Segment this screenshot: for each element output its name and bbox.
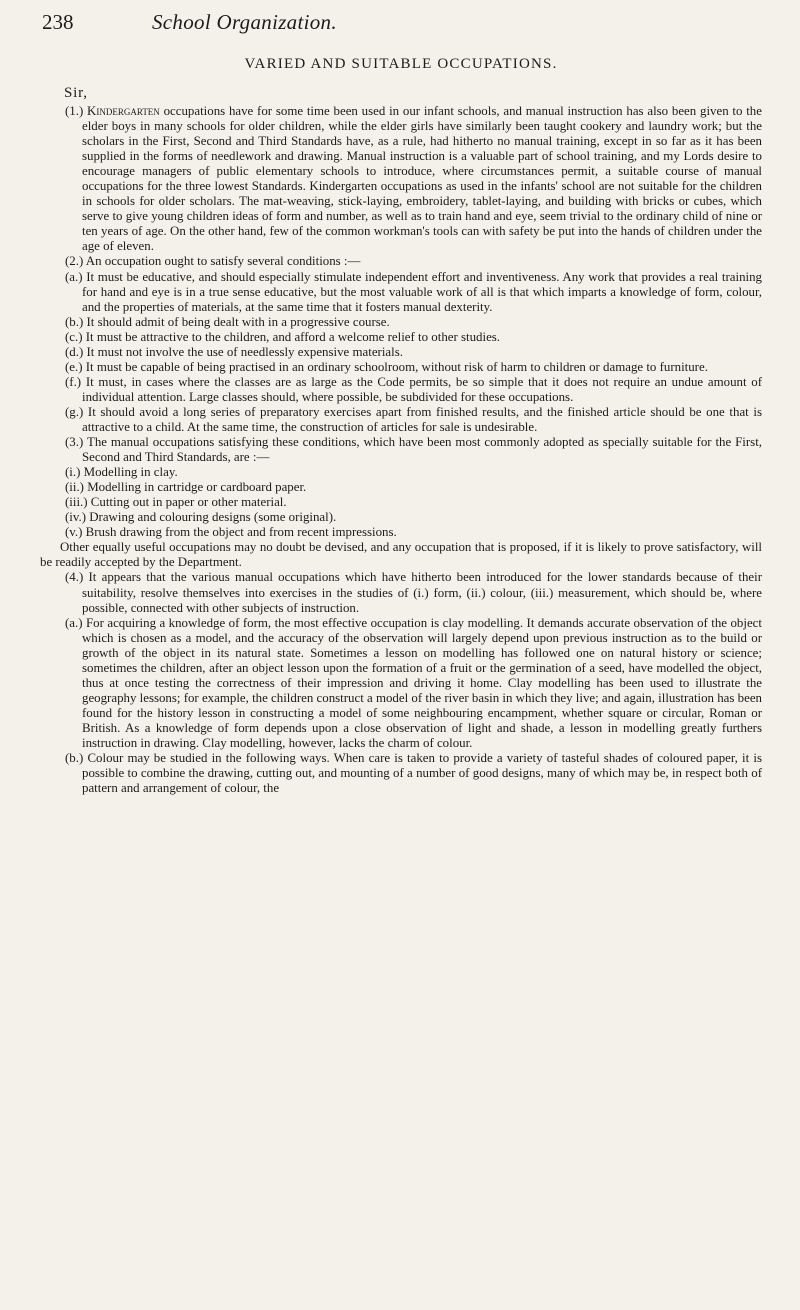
condition-item — [40, 270, 762, 315]
paragraph-2 — [40, 254, 762, 269]
occupation-item — [40, 525, 762, 540]
item-text: Modelling in cartridge or cardboard paper. — [87, 480, 307, 495]
item-text: It should admit of being dealt with in a progressive course. — [86, 314, 390, 329]
running-title: School Organization. — [152, 10, 337, 34]
salutation: Sir, — [64, 85, 88, 101]
condition-item — [40, 315, 762, 330]
item-text: Cutting out in paper or other material. — [90, 495, 287, 510]
condition-item — [40, 360, 762, 375]
item-text: Drawing and colouring designs (some original). — [89, 510, 337, 525]
item-marker: (iv.) — [65, 510, 86, 525]
page-header — [40, 10, 762, 40]
conditions-list — [40, 270, 762, 436]
paragraph-text: It appears that the various manual occupations which have hitherto been introduced for the lower standards because of their suitability, resolve themselves into exercises in the studies of (i.) form, (ii.) colour, (iii.) measurement, which should be, where possible, connected with other subjects of instruction. — [82, 570, 762, 615]
occupation-item — [40, 495, 762, 510]
condition-item — [40, 375, 762, 405]
page-number: 238 — [42, 10, 74, 34]
occupation-item — [40, 480, 762, 495]
item-marker: (g.) — [65, 404, 84, 419]
paragraph-text: occupations have for some time been used in our infant schools, and manual instruction has also been given to the elder boys in many schools for older children, while the elder girls have similarly been taught cookery and laundry work; but the scholars in the First, Second and Third Standards have, as a rule, had hitherto no manual training, except in so far as it has been supplied in the forms of needlework and drawing. Manual instruction is a valuable part of school training, and my Lords desire to encourage managers of public elementary schools to introduce, where circumstances permit, a suitable course of manual occupations for the three lowest Standards. Kindergarten occupations as used in the infants' school are not suitable for the children in schools for older scholars. The mat-weaving, stick-laying, embroidery, tablet-laying, and building with bricks or cubes, which serve to give young children ideas of form and number, as well as to train hand and eye, seem trivial to the ordinary child of nine or ten years of age. On the other hand, few of the common workman's tools can with safety be put into the hands of children under the age of eleven. — [82, 104, 762, 254]
section-heading: VARIED AND SUITABLE OCCUPATIONS. — [244, 56, 558, 72]
paragraph-1 — [40, 104, 762, 254]
occupations-list — [40, 465, 762, 540]
paragraph-4a — [40, 616, 762, 751]
condition-item — [40, 330, 762, 345]
item-text: Modelling in clay. — [83, 465, 178, 480]
item-marker: (ii.) — [65, 480, 84, 495]
item-marker: (a.) — [65, 615, 83, 630]
item-text: It should avoid a long series of preparatory exercises apart from finished results, and the finished article should be one that is attractive to a child. At the same time, the construction of articles for sale is undesirable. — [82, 404, 762, 434]
paragraph-marker: (1.) — [65, 104, 84, 118]
occupation-item — [40, 510, 762, 525]
lead-word: Kindergarten — [87, 104, 160, 118]
item-marker: (b.) — [65, 751, 84, 766]
item-text: It must be attractive to the children, and afford a welcome relief to other studies. — [85, 329, 501, 344]
item-text: It must be capable of being practised in an ordinary schoolroom, without risk of harm to children or damage to furniture. — [85, 359, 708, 374]
item-marker: (i.) — [65, 465, 81, 480]
paragraph-text: The manual occupations satisfying these conditions, which have been most commonly adopted as specially suitable for the First, Second and Third Standards, are :— — [82, 435, 762, 465]
paragraph-text: An occupation ought to satisfy several conditions :— — [85, 254, 361, 269]
paragraph-4 — [40, 570, 762, 615]
item-marker: (b.) — [65, 314, 84, 329]
item-marker: (d.) — [65, 344, 84, 359]
item-marker: (a.) — [65, 269, 83, 284]
item-text: It must not involve the use of needlessly expensive materials. — [86, 344, 403, 359]
paragraph-marker: (4.) — [65, 570, 84, 585]
paragraph-4b — [40, 751, 762, 796]
item-text: For acquiring a knowledge of form, the most effective occupation is clay modelling. It demands accurate observation of the object which is chosen as a model, and the accuracy of the observation will largely depend upon previous instruction as to the build or growth of the object in its natural state. Sometimes a lesson on modelling has followed one on natural history or science; sometimes the children, after an object lesson upon the formation of a fruit or the germination of a seed, have modelled the object, thus at once testing the correctness of their impression and driving it home. Clay modelling has been used to illustrate the geography lessons; for example, the children construct a model of the river basin in which they live; and again, illustration has been found for the history lesson in constructing a model of some neighbouring encampment, whether square or circular, Roman or British. As a knowledge of form depends upon a close observation of light and shade, a lesson in modelling greatly furthers instruction in drawing. Clay modelling, however, lacks the charm of colour. — [82, 615, 762, 750]
paragraph-marker: (2.) — [65, 254, 84, 269]
item-marker: (c.) — [65, 329, 83, 344]
paragraph-3 — [40, 435, 762, 465]
item-marker: (f.) — [65, 374, 82, 389]
condition-item — [40, 345, 762, 360]
item-marker: (iii.) — [65, 495, 88, 510]
item-text: It must, in cases where the classes are as large as the Code permits, be so simple that it does not require an undue amount of individual attention. Large classes should, where possible, be subdivided for these occupations. — [82, 374, 763, 404]
paragraph-other: Other equally useful occupations may no doubt be devised, and any occupation that is proposed, if it is likely to prove satisfactory, will be readily accepted by the Department. — [40, 540, 762, 570]
item-marker: (v.) — [65, 525, 83, 540]
item-marker: (e.) — [65, 359, 83, 374]
paragraph-marker: (3.) — [65, 435, 84, 450]
item-text: Colour may be studied in the following ways. When care is taken to provide a variety of tasteful shades of coloured paper, it is possible to combine the drawing, cutting out, and mounting of a number of good designs, many of which may be, in respect both of pattern and arrangement of colour, the — [82, 751, 762, 796]
occupation-item — [40, 465, 762, 480]
condition-item — [40, 405, 762, 435]
item-text: It must be educative, and should especially stimulate independent effort and inventiveness. Any work that provides a real training for hand and eye is in a true sense educative, but the most valuable work of all is that which imparts a knowledge of form, colour, and the properties of materials, at the same time that it fosters manual dexterity. — [82, 269, 762, 314]
item-text: Brush drawing from the object and from recent impressions. — [85, 525, 397, 540]
